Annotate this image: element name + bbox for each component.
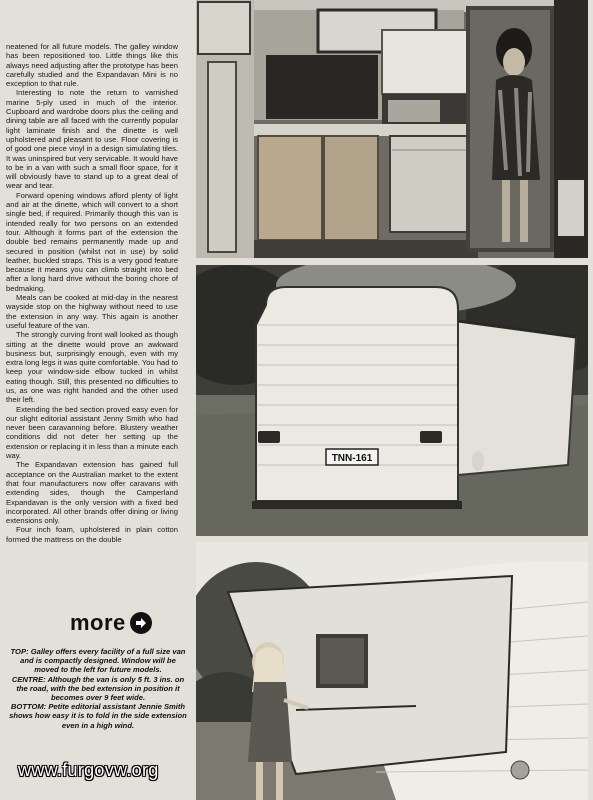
caption-text: Petite editorial assistant Jennie Smith shows how easy it is to fold in the side extension even in a high wind. xyxy=(9,702,187,730)
site-watermark: www.furgovw.org xyxy=(18,760,159,780)
article-paragraph: Forward opening windows afford plenty of light and air at the dinette, which will convert to a short single bed, if required. Primarily though this van is intended really for two persons on an extended tour. Although it forms part of the extension the double bed remains permanently made up and secured in position (whilst not in use) by solid leather, buckled straps. This is a very good feature because it means you can climb straight into bed after a long hard drive without the boring chore of bedmaking. xyxy=(6,190,178,293)
caption-bottom xyxy=(8,702,188,730)
continued-marker xyxy=(70,610,152,636)
license-plate: TNN-161 xyxy=(331,453,373,464)
article-column xyxy=(6,42,178,544)
caption-top xyxy=(8,647,188,675)
caption-lead: TOP: xyxy=(10,647,29,656)
caption-lead: CENTRE: xyxy=(11,674,46,684)
caption-text: Galley offers every facility of a full size van and is compactly designed. Window will be moved to the left for future models. xyxy=(20,647,186,675)
caption-centre xyxy=(8,675,188,703)
article-paragraph: Meals can be cooked at mid-day in the nearest wayside stop on the highway without need to use the extension in any way. This again is another useful feature of the van. xyxy=(6,293,178,330)
more-label: more xyxy=(70,610,126,635)
caption-lead: BOTTOM: xyxy=(10,702,47,712)
photo-van-extension xyxy=(196,265,588,536)
photo-galley xyxy=(196,0,588,258)
article-paragraph: The Expandavan extension has gained full acceptance on the Australian market to the extent that four manufacturers now offer caravans with extending sides, though the Camperland Expandavan is the only version with a fixed bed incorporated. All other brands offer dining or living extensions only. xyxy=(6,460,178,526)
photo-captions xyxy=(8,647,188,730)
caption-text: Although the van is only 5 ft. 3 ins. on the road, with the bed extension in position it becomes over 9 feet wide. xyxy=(16,674,185,703)
article-paragraph: Interesting to note the return to varnished marine 5-ply used in much of the interior. Cupboard and wardrobe doors plus the ceiling and dining table are all faced with the currently popular light laminate finish and the dinette is well upholstered and pleasant to use. Floor covering is of good one piece vinyl in a design simulating tiles. It was uninspired but very servicable. It would have to be in a van with such a small floor space, for it will obviously have to stand up to a great deal of wear and tear. xyxy=(6,88,178,191)
photo-folding-extension xyxy=(196,542,588,800)
article-paragraph: neatened for all future models. The galley window has been repositioned too. Little things like this always need adjusting after the prototype has been carefully studied and the Expandavan Mini is no exception to that rule. xyxy=(6,42,178,89)
article-paragraph: Extending the bed section proved easy even for our slight editorial assistant Jenny Smith who had never been caravanning before. Blustery weather conditions did not deter her setting up the extension or replacing it in less than a minute each way. xyxy=(6,404,178,461)
article-paragraph: The strongly curving front wall looked as though sitting at the dinette would prove an awkward business but, surprisingly enough, even with my extra long legs it was quite comfortable. You had to keep your window-side elbow tucked in whilst eating though. Still, this presented no difficulties to us, as one was right handed and the other used their left. xyxy=(6,330,178,405)
arrow-right-icon xyxy=(130,612,152,634)
article-paragraph: Four inch foam, upholstered in plain cotton formed the mattress on the double xyxy=(6,525,178,544)
